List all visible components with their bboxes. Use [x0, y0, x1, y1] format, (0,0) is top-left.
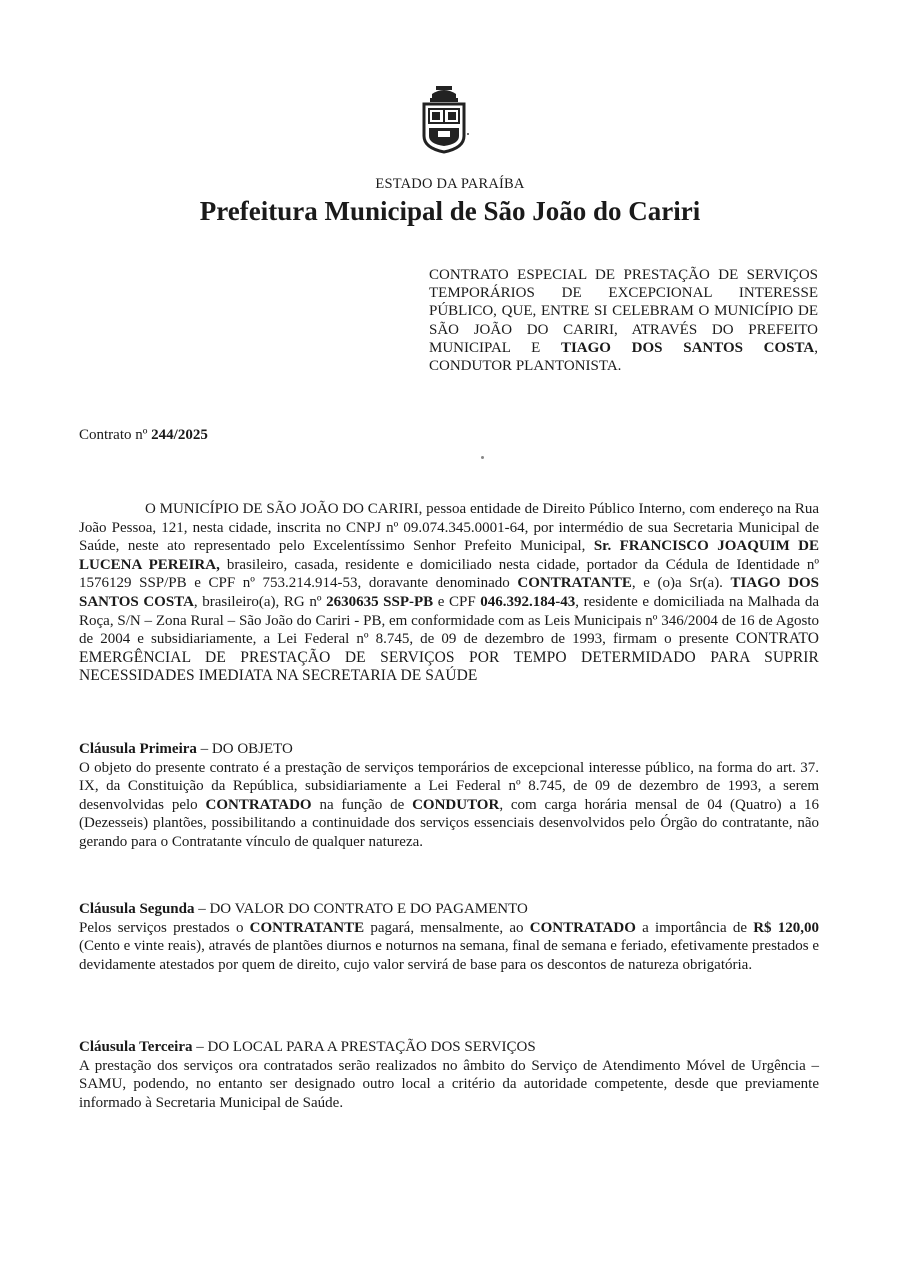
- payment-amount: R$ 120,00: [753, 919, 819, 936]
- mayor-name: Sr. FRANCISCO JOAQUIM DE LUCENA PEREIRA,: [79, 538, 819, 573]
- contract-number-value: 244/2025: [151, 427, 208, 443]
- clause-second-title: [79, 900, 819, 919]
- clause-first-title: [79, 740, 819, 759]
- municipal-crest-icon: [418, 84, 470, 156]
- clause-third-title: [79, 1038, 819, 1057]
- contract-title-role: , CONDUTOR PLANTONISTA.: [429, 339, 818, 375]
- intro-text-1: O MUNICÍPIO DE SÃO JOÃO DO CARIRI, pessoa entidade de Direito Público Interno, com endereço na Rua João Pessoa, 121, nesta cidade, inscrita no CNPJ nº 09.074.345.0001-64, por intermédio de sua Secretaria Municipal de Saúde, neste ato representado pelo Excelentíssimo Senhor Prefeito Municipal,: [79, 501, 819, 555]
- clause-second-label: Cláusula Segunda: [79, 901, 195, 917]
- clause-second: [79, 900, 819, 974]
- contratante-term: CONTRATANTE: [517, 575, 632, 592]
- contratado-term-2: CONTRATADO: [529, 919, 636, 936]
- clause-third-label: Cláusula Terceira: [79, 1039, 193, 1055]
- clause-third-body: A prestação dos serviços ora contratados serão realizados no âmbito do Serviço de Atendimento Móvel de Urgência – SAMU, podendo, no entanto ser designado outro local a critério da autoridade competente, desde que previamente informado à Secretaria Municipal de Saúde.: [79, 1057, 819, 1111]
- clause-first: [79, 740, 819, 852]
- clause-second-body: [79, 919, 819, 975]
- clause-second-text-1: Pelos serviços prestados o: [79, 919, 250, 936]
- contratante-term-2: CONTRATANTE: [249, 919, 365, 936]
- contractor-cpf: 046.392.184-43: [480, 593, 576, 610]
- intro-text-6: , residente e domiciliada na Malhada da Roça, S/N – Zona Rural – São João do Cariri - PB, em conformidade com as Leis Municipais nº 346/2004 de 16 de Agosto de 2004 e subsidiariamente, a Lei Federal nº 8.745, de 09 de dezembro de 1993, firmam o presente: [79, 593, 819, 648]
- clause-first-text-1: O objeto do presente contrato é a prestação de serviços temporários de excepcional interesse público, na forma do art. 37. IX, da Constituição da República, subsidiariamente a Lei Federal nº 8.745, de 09 de dezembro de 1993, a serem desenvolvidas pelo: [79, 759, 819, 813]
- intro-text-2: brasileiro, casada, residente e domiciliado nesta cidade, portador da Cédula de Identidade nº 1576129 SSP/PB e CPF nº 753.214.914-53, doravante denominado: [79, 556, 819, 592]
- intro-text-4: , brasileiro(a), RG nº: [193, 593, 327, 610]
- role-term: CONDUTOR: [412, 796, 500, 813]
- clause-first-body: [79, 759, 819, 852]
- clause-second-text-3: a importância de: [635, 919, 754, 936]
- contract-number: [79, 427, 208, 444]
- clause-first-label: Cláusula Primeira: [79, 741, 197, 757]
- city-hall-title: Prefeitura Municipal de São João do Cariri: [199, 196, 701, 226]
- contract-title-block: [429, 266, 818, 375]
- contratado-term: CONTRATADO: [205, 796, 312, 813]
- intro-contract-type: CONTRATO EMERGÊNCIAL DE PRESTAÇÃO DE SERVIÇOS POR TEMPO DETERMIDADO PARA SUPRIR NECESSIDADES IMEDIATA NA SECRETARIA DE SAÚDE: [79, 630, 819, 685]
- clause-third: [79, 1038, 819, 1112]
- state-heading: ESTADO DA PARAÍBA: [375, 176, 525, 192]
- clause-second-text-2: pagará, mensalmente, ao: [364, 919, 530, 936]
- clause-first-text-2: na função de: [311, 796, 413, 813]
- contractor-name: TIAGO DOS SANTOS COSTA: [560, 339, 815, 356]
- clause-first-subject: – DO OBJETO: [196, 741, 293, 757]
- clause-second-text-4: (Cento e vinte reais), através de plantões diurnos e noturnos na semana, final de semana e feriado, efetivamente prestados e devidamente atestados por quem de direito, cujo valor servirá de base para os descontos de natureza obrigatória.: [79, 938, 819, 973]
- intro-paragraph: [79, 500, 819, 686]
- contract-number-label: Contrato nº: [79, 427, 152, 443]
- clause-first-text-3: , com carga horária mensal de 04 (Quatro) a 16 (Dezesseis) plantões, possibilitando a continuidade dos serviços essenciais desenvolvidos pelo Órgão do contratante, não gerando para o Contratante vínculo de qualquer natureza.: [79, 796, 819, 850]
- intro-text-3: , e (o)a Sr(a).: [631, 575, 731, 592]
- scan-speck: [481, 456, 484, 459]
- clause-second-subject: – DO VALOR DO CONTRATO E DO PAGAMENTO: [194, 901, 528, 917]
- contractor-name-body: TIAGO DOS SANTOS COSTA: [79, 575, 819, 610]
- contract-title-text: CONTRATO ESPECIAL DE PRESTAÇÃO DE SERVIÇOS TEMPORÁRIOS DE EXCEPCIONAL INTERESSE PÚBLICO, QUE, ENTRE SI CELEBRAM O MUNICÍPIO DE SÃO JOÃO DO CARIRI, ATRAVÉS DO PREFEITO MUNICIPAL E: [429, 267, 818, 356]
- contractor-rg: 2630635 SSP-PB: [326, 593, 434, 610]
- intro-text-5: e CPF: [433, 593, 481, 610]
- clause-third-subject: – DO LOCAL PARA A PRESTAÇÃO DOS SERVIÇOS: [192, 1039, 536, 1055]
